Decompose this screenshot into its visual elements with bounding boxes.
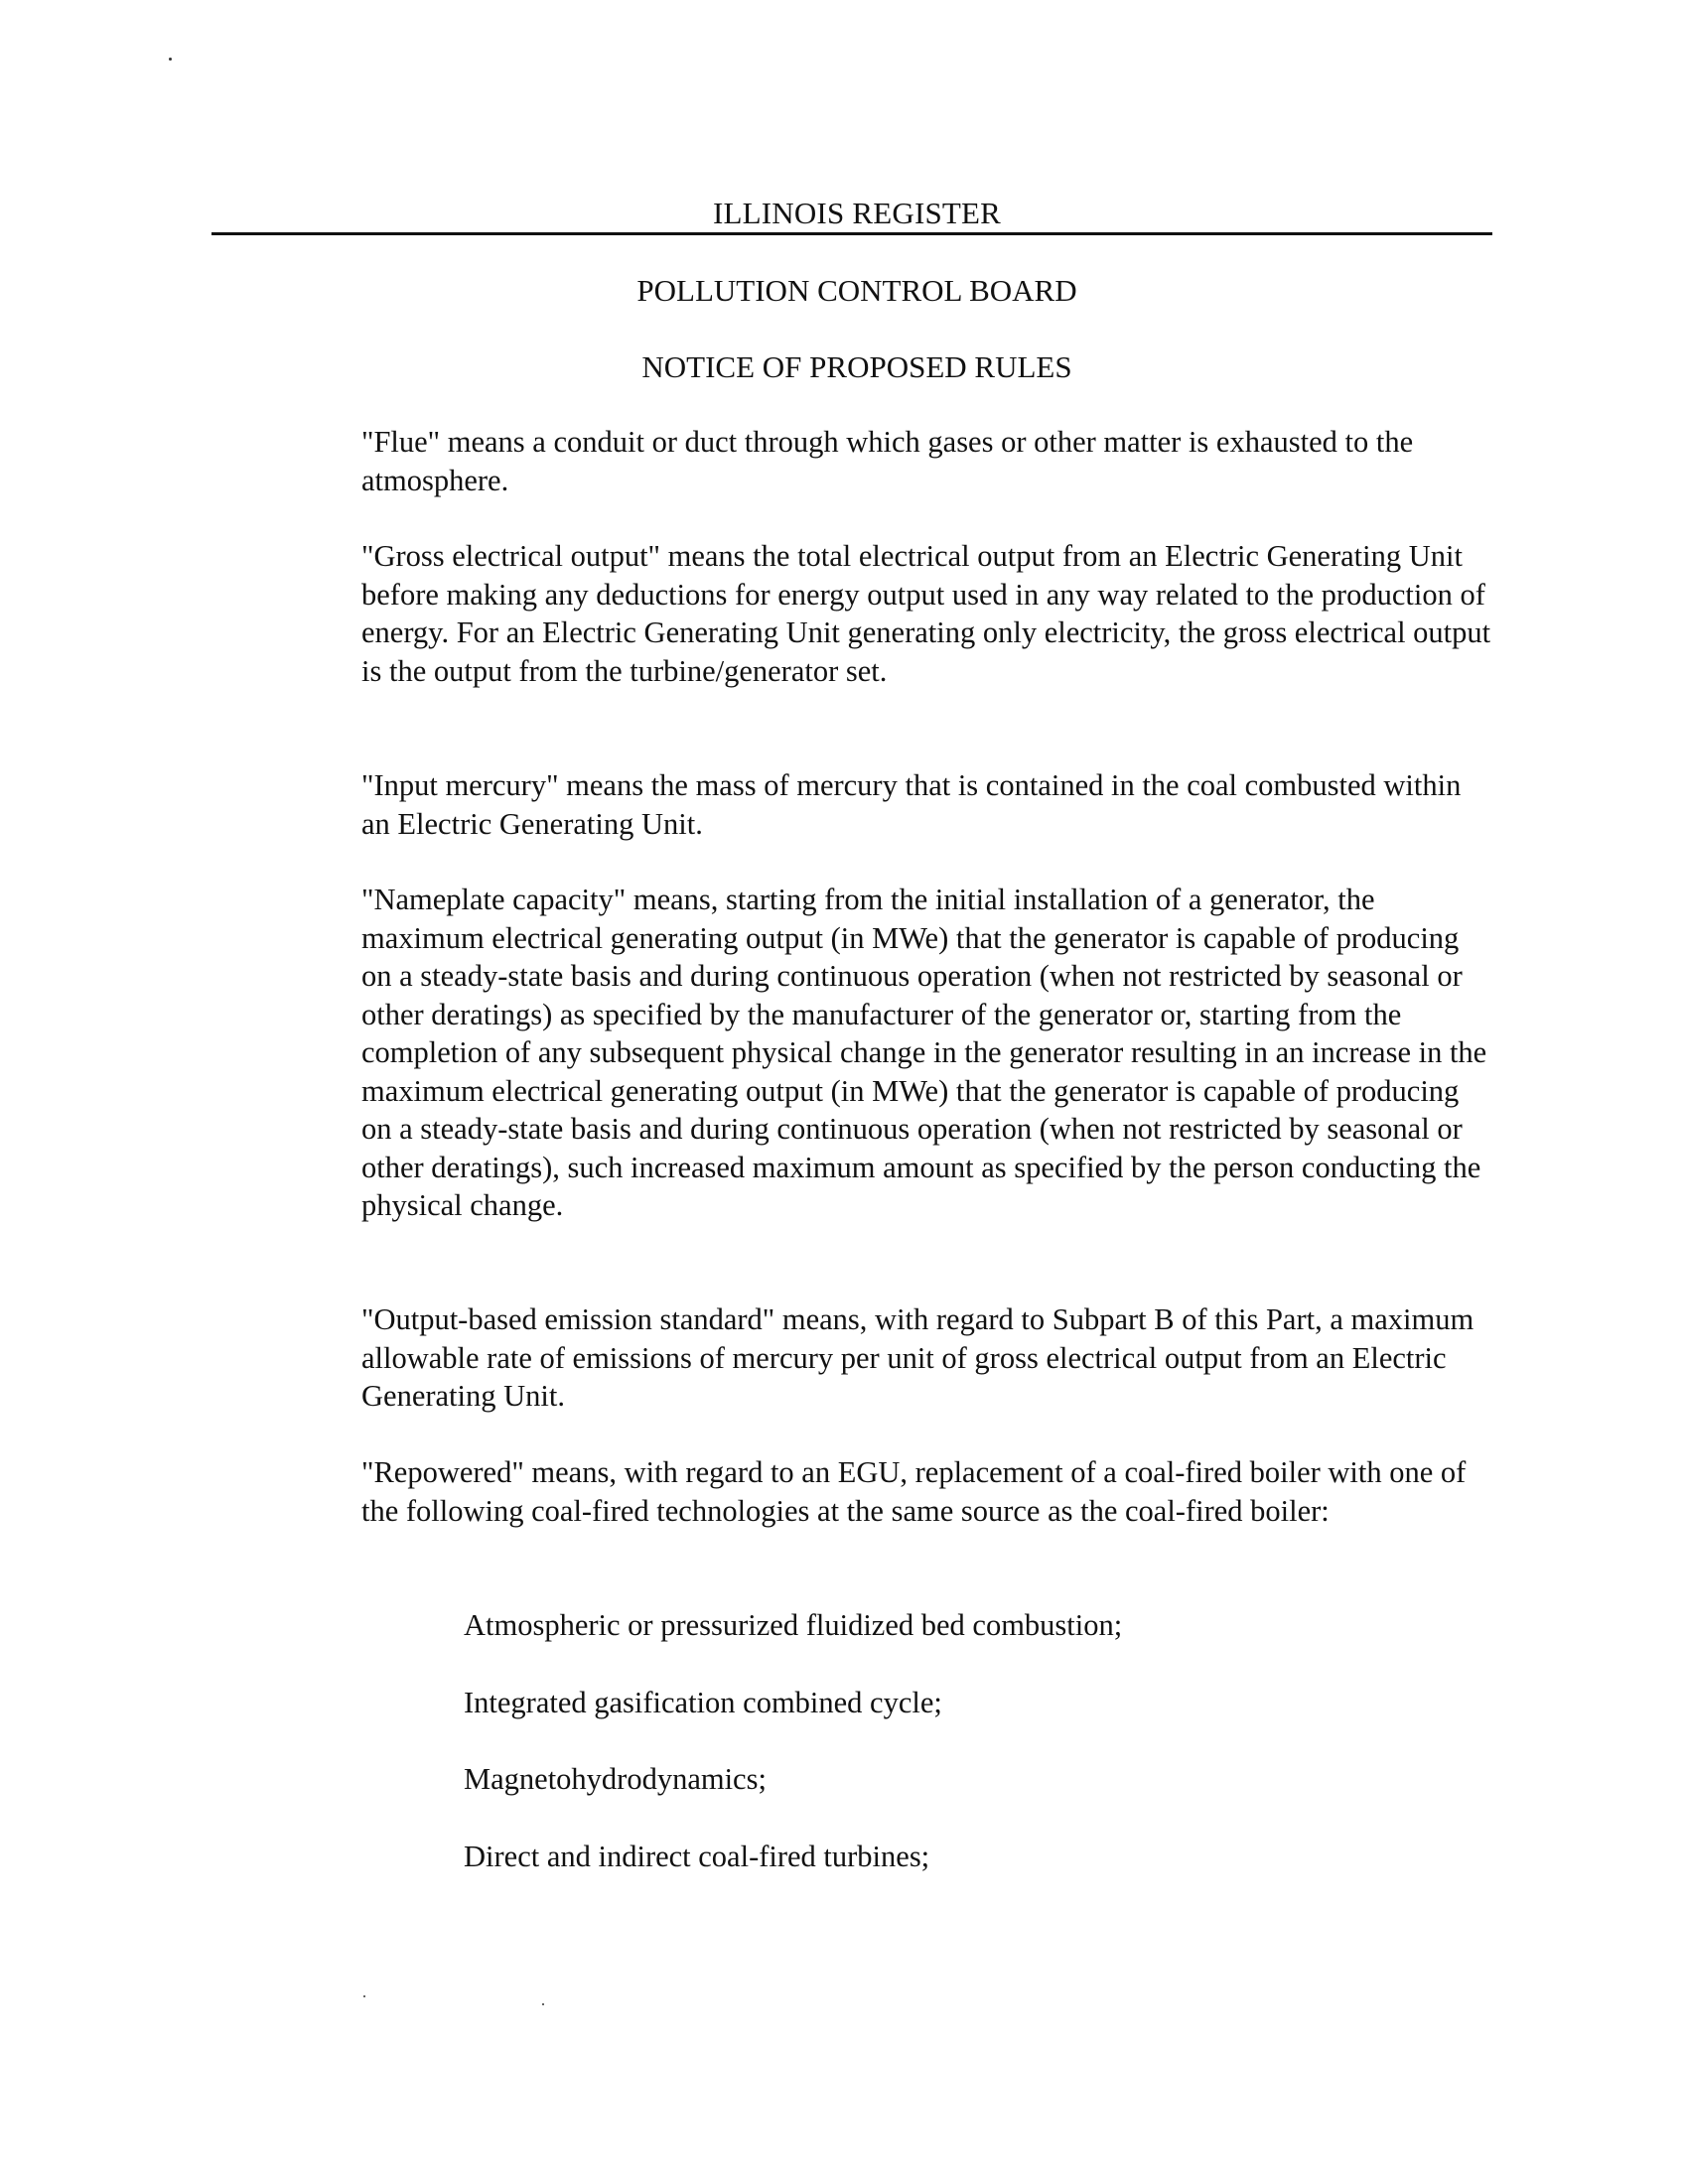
definition-repowered: "Repowered" means, with regard to an EGU, replacement of a coal-fired boiler with one of the following coal-fired technologies at the same source as the coal-fired boiler: bbox=[361, 1455, 1467, 1528]
technology-item: Integrated gasification combined cycle; bbox=[464, 1686, 942, 1719]
scan-speck bbox=[169, 58, 172, 61]
header-rule bbox=[211, 232, 1492, 235]
technology-item: Atmospheric or pressurized fluidized bed combustion; bbox=[464, 1608, 1123, 1642]
definition-output-based-emission-standard: "Output-based emission standard" means, with regard to Subpart B of this Part, a maximum allowable rate of emissions of mercury per unit of gross electrical output from an Electric Generating Unit. bbox=[361, 1302, 1474, 1413]
scan-speck bbox=[542, 2003, 544, 2005]
notice-title: NOTICE OF PROPOSED RULES bbox=[641, 349, 1072, 384]
definition-gross-electrical-output: "Gross electrical output" means the total electrical output from an Electric Generating Unit before making any deductions for energy output used in any way related to the production of energy. For an Electric Generating Unit generating only electricity, the gross electrical output is the output from the turbine/generator set. bbox=[361, 539, 1491, 688]
definition-flue: "Flue" means a conduit or duct through which gases or other matter is exhausted to the atmosphere. bbox=[361, 425, 1414, 497]
technology-item: Magnetohydrodynamics; bbox=[464, 1762, 767, 1796]
scan-speck bbox=[363, 1995, 365, 1997]
register-title: ILLINOIS REGISTER bbox=[712, 196, 1002, 230]
board-title: POLLUTION CONTROL BOARD bbox=[636, 273, 1077, 308]
technology-item: Direct and indirect coal-fired turbines; bbox=[464, 1840, 930, 1873]
definition-input-mercury: "Input mercury" means the mass of mercury that is contained in the coal combusted within an Electric Generating Unit. bbox=[361, 768, 1462, 841]
definition-nameplate-capacity: "Nameplate capacity" means, starting from the initial installation of a generator, the maximum electrical generating output (in MWe) that the generator is capable of producing on a steady-state basis and during continuous operation (when not restricted by seasonal or other deratings) as specified by the manufacturer of the generator or, starting from the completion of any subsequent physical change in the generator resulting in an increase in the maximum electrical generating output (in MWe) that the generator is capable of producing on a steady-state basis and during continuous operation (when not restricted by seasonal or other deratings), such increased maximum amount as specified by the person conducting the physical change. bbox=[361, 883, 1487, 1222]
